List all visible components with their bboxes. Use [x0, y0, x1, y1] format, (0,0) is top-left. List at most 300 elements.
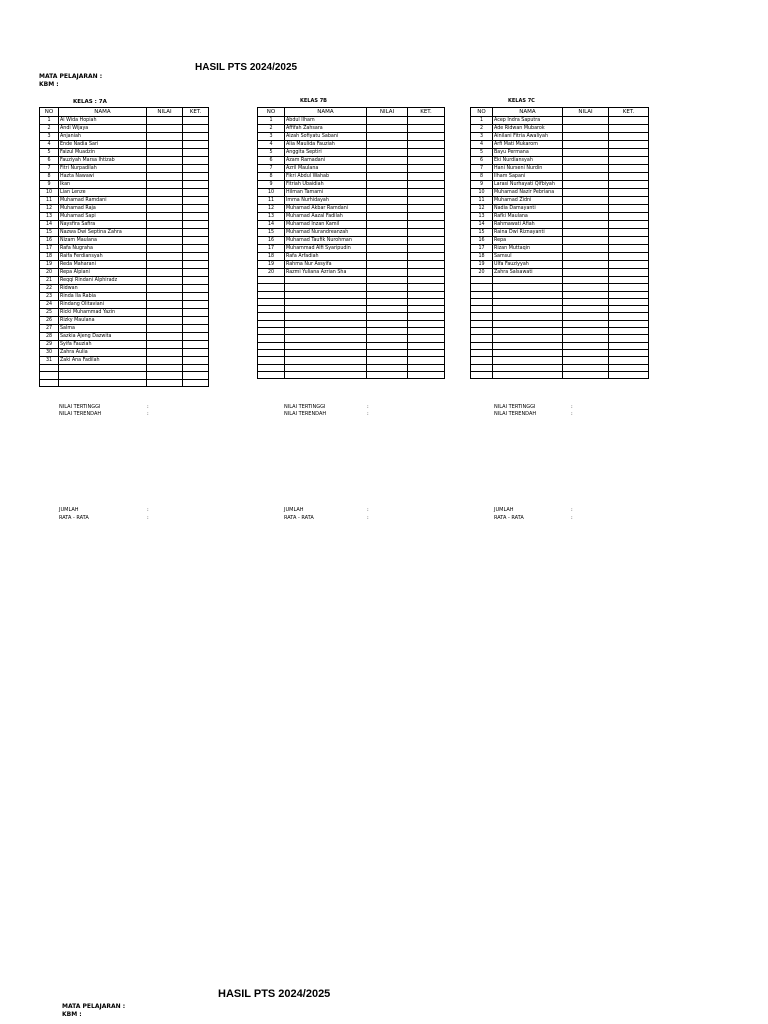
table-row — [40, 277, 209, 285]
row-nilai — [367, 291, 408, 298]
row-ket — [408, 229, 445, 237]
row-ket — [183, 333, 209, 341]
colon: : — [367, 404, 369, 410]
row-no: 8 — [258, 173, 285, 181]
row-no: 19 — [258, 261, 285, 269]
row-no: 12 — [258, 205, 285, 213]
table-row — [40, 253, 209, 261]
nilai-tertinggi-label: NILAI TERTINGGI — [59, 404, 101, 410]
row-no: 24 — [40, 301, 59, 309]
row-nilai — [367, 342, 408, 349]
row-no: 20 — [258, 269, 285, 277]
row-nama: Abdul Ilham — [285, 117, 367, 125]
row-nama: Imma Nurhidayah — [285, 197, 367, 205]
row-nilai — [563, 313, 609, 320]
row-no: 27 — [40, 325, 59, 333]
row-nama: Ricki Muhammad Yazin — [59, 309, 147, 317]
row-no — [471, 364, 493, 371]
row-no: 16 — [258, 237, 285, 245]
table-row — [471, 306, 649, 313]
nilai-terendah-label: NILAI TERENDAH — [59, 411, 102, 417]
row-ket — [609, 141, 649, 149]
table-row — [40, 365, 209, 372]
row-nama: Ende Nadia Sari — [59, 141, 147, 149]
row-ket — [609, 284, 649, 291]
row-no: 19 — [40, 261, 59, 269]
colon: : — [571, 507, 573, 513]
row-nilai — [147, 221, 183, 229]
row-no — [40, 379, 59, 386]
row-nilai — [367, 157, 408, 165]
row-ket — [408, 371, 445, 378]
table-row — [471, 253, 649, 261]
table-row — [258, 277, 445, 284]
row-no — [40, 372, 59, 379]
table-row — [258, 364, 445, 371]
row-nilai — [147, 245, 183, 253]
row-no: 16 — [471, 237, 493, 245]
row-nama: Reqqi Rindani Alphiradz — [59, 277, 147, 285]
row-ket — [408, 141, 445, 149]
row-nama: Reda Maharani — [59, 261, 147, 269]
row-nama: Bayu Permana — [493, 149, 563, 157]
row-nilai — [563, 149, 609, 157]
row-nama — [285, 291, 367, 298]
row-nilai — [147, 293, 183, 301]
row-no: 6 — [40, 157, 59, 165]
row-no: 17 — [471, 245, 493, 253]
row-ket — [609, 328, 649, 335]
table-row — [258, 141, 445, 149]
row-nama — [493, 291, 563, 298]
row-nilai — [563, 197, 609, 205]
row-nilai — [147, 372, 183, 379]
row-nilai — [563, 141, 609, 149]
row-ket — [183, 157, 209, 165]
row-nama: Naysfira Safira — [59, 221, 147, 229]
table-row — [258, 237, 445, 245]
row-nama — [285, 313, 367, 320]
row-no: 10 — [258, 189, 285, 197]
table-row — [471, 291, 649, 298]
row-no: 2 — [40, 125, 59, 133]
row-no — [471, 277, 493, 284]
row-nama: Ade Ridwan Mubarok — [493, 125, 563, 133]
row-nilai — [563, 291, 609, 298]
row-nama: Fikri Abdul Wahab — [285, 173, 367, 181]
row-ket — [408, 306, 445, 313]
row-no — [471, 306, 493, 313]
row-nilai — [147, 181, 183, 189]
row-ket — [183, 165, 209, 173]
colon: : — [367, 411, 369, 417]
page2-title: HASIL PTS 2024/2025 — [218, 988, 331, 1000]
row-nilai — [147, 309, 183, 317]
table-row — [471, 157, 649, 165]
row-no: 3 — [471, 133, 493, 141]
row-ket — [609, 349, 649, 356]
row-no: 10 — [471, 189, 493, 197]
row-ket — [609, 221, 649, 229]
table-row — [40, 261, 209, 269]
table-row — [258, 221, 445, 229]
table-row — [471, 117, 649, 125]
row-nilai — [147, 301, 183, 309]
row-no: 7 — [258, 165, 285, 173]
table-row — [40, 285, 209, 293]
table-row — [471, 149, 649, 157]
table-row — [471, 313, 649, 320]
row-nilai — [367, 277, 408, 284]
colon: : — [147, 411, 149, 417]
row-nilai — [147, 165, 183, 173]
header-ket: KET. — [408, 108, 445, 117]
row-nama: Fitriah Ubaidiah — [285, 181, 367, 189]
table-row — [40, 269, 209, 277]
table-row — [471, 189, 649, 197]
row-no — [258, 277, 285, 284]
row-no: 12 — [471, 205, 493, 213]
row-nilai — [147, 253, 183, 261]
table-row — [471, 181, 649, 189]
row-nilai — [563, 229, 609, 237]
row-nilai — [367, 253, 408, 261]
row-nilai — [147, 269, 183, 277]
row-nilai — [367, 197, 408, 205]
row-ket — [408, 189, 445, 197]
table-row — [471, 261, 649, 269]
row-no: 11 — [40, 197, 59, 205]
kbm-label: KBM : — [39, 81, 59, 88]
row-nilai — [563, 173, 609, 181]
row-ket — [408, 237, 445, 245]
row-nama: Muhamad Sapi — [59, 213, 147, 221]
row-nilai — [367, 335, 408, 342]
nilai-tertinggi-label: NILAI TERTINGGI — [284, 404, 326, 410]
row-nilai — [147, 333, 183, 341]
row-nilai — [367, 269, 408, 277]
row-ket — [408, 173, 445, 181]
table-row — [471, 213, 649, 221]
row-no: 17 — [40, 245, 59, 253]
table-row — [471, 229, 649, 237]
row-ket — [408, 298, 445, 305]
summary-c-top — [494, 404, 614, 420]
row-nama — [493, 328, 563, 335]
row-ket — [183, 181, 209, 189]
row-nilai — [147, 205, 183, 213]
row-nilai — [367, 213, 408, 221]
nilai-terendah-label: NILAI TERENDAH — [494, 411, 537, 417]
row-nilai — [147, 117, 183, 125]
row-nilai — [563, 181, 609, 189]
row-ket — [183, 133, 209, 141]
table-row — [258, 173, 445, 181]
row-ket — [183, 125, 209, 133]
row-nama: Rizan Muttaqin — [493, 245, 563, 253]
row-nilai — [563, 298, 609, 305]
row-nama: Alia Maulida Fauziah — [285, 141, 367, 149]
row-nilai — [147, 261, 183, 269]
row-nama: Faizul Muadzin — [59, 149, 147, 157]
row-ket — [609, 371, 649, 378]
row-nilai — [563, 253, 609, 261]
row-nilai — [367, 371, 408, 378]
table-row — [471, 173, 649, 181]
row-ket — [183, 245, 209, 253]
row-nilai — [367, 165, 408, 173]
row-nama: Muhammad Alfi Syaripudin — [285, 245, 367, 253]
row-nilai — [367, 261, 408, 269]
kelas-c-label: KELAS 7C — [508, 98, 535, 104]
row-nama: Aizah Sofiyatu Sabani — [285, 133, 367, 141]
row-nilai — [367, 364, 408, 371]
row-nama — [285, 342, 367, 349]
row-ket — [408, 284, 445, 291]
row-ket — [408, 253, 445, 261]
table-row — [40, 205, 209, 213]
table-row — [40, 372, 209, 379]
row-nama: Salma — [59, 325, 147, 333]
row-no: 20 — [40, 269, 59, 277]
row-nilai — [367, 173, 408, 181]
row-no: 14 — [258, 221, 285, 229]
row-ket — [609, 189, 649, 197]
row-no — [258, 320, 285, 327]
row-nilai — [147, 133, 183, 141]
row-ket — [609, 245, 649, 253]
row-ket — [609, 357, 649, 364]
row-ket — [609, 298, 649, 305]
row-nama: Eki Nurdiansyah — [493, 157, 563, 165]
row-no — [258, 357, 285, 364]
colon: : — [571, 515, 573, 521]
table-row — [258, 291, 445, 298]
row-ket — [408, 261, 445, 269]
row-nilai — [147, 317, 183, 325]
row-nama: Hilman Tamami — [285, 189, 367, 197]
row-nama: Zahra Aulia — [59, 349, 147, 357]
row-no: 15 — [258, 229, 285, 237]
row-nilai — [147, 125, 183, 133]
row-nama: Sazkia Ajeng Dazwita — [59, 333, 147, 341]
kelas-a-label: KELAS : 7A — [73, 99, 107, 105]
kelas-b-label: KELAS 7B — [300, 98, 327, 104]
row-nama: Acep Indra Saputra — [493, 117, 563, 125]
row-no: 4 — [471, 141, 493, 149]
table-row — [40, 197, 209, 205]
table-row — [40, 141, 209, 149]
table-row — [40, 221, 209, 229]
row-ket — [183, 213, 209, 221]
table-row — [40, 245, 209, 253]
row-nilai — [367, 125, 408, 133]
row-no — [258, 328, 285, 335]
row-nilai — [563, 237, 609, 245]
row-ket — [408, 197, 445, 205]
table-row — [40, 189, 209, 197]
row-nilai — [563, 125, 609, 133]
row-nama: Repa Alpiani — [59, 269, 147, 277]
row-nama: Nizam Maulana — [59, 237, 147, 245]
row-no — [40, 365, 59, 372]
row-nilai — [367, 313, 408, 320]
row-ket — [408, 213, 445, 221]
table-row — [40, 341, 209, 349]
row-no: 9 — [40, 181, 59, 189]
row-no — [471, 291, 493, 298]
row-no: 7 — [40, 165, 59, 173]
table-row — [471, 133, 649, 141]
row-nilai — [563, 284, 609, 291]
header-nama: NAMA — [59, 108, 147, 117]
row-ket — [609, 229, 649, 237]
row-no — [258, 291, 285, 298]
table-row — [471, 357, 649, 364]
table-row — [471, 371, 649, 378]
row-ket — [183, 325, 209, 333]
table-row — [40, 165, 209, 173]
row-no: 15 — [40, 229, 59, 237]
row-nilai — [367, 320, 408, 327]
row-ket — [609, 306, 649, 313]
row-nama — [493, 313, 563, 320]
table-row — [40, 237, 209, 245]
row-nama — [493, 371, 563, 378]
row-no: 5 — [40, 149, 59, 157]
row-ket — [408, 125, 445, 133]
colon: : — [147, 404, 149, 410]
row-nama: Azril Maulana — [285, 165, 367, 173]
row-ket — [609, 125, 649, 133]
rata-rata-label: RATA - RATA — [284, 515, 314, 521]
row-no: 21 — [40, 277, 59, 285]
row-nama — [493, 306, 563, 313]
header-nilai: NILAI — [147, 108, 183, 117]
table-row — [258, 284, 445, 291]
row-nilai — [147, 173, 183, 181]
row-nama — [493, 320, 563, 327]
row-ket — [408, 313, 445, 320]
row-ket — [183, 237, 209, 245]
row-nilai — [367, 117, 408, 125]
row-no: 31 — [40, 357, 59, 365]
row-nilai — [147, 365, 183, 372]
table-row — [40, 309, 209, 317]
row-nilai — [367, 205, 408, 213]
table-row — [258, 357, 445, 364]
row-no — [258, 313, 285, 320]
row-nama: Muhamad Zidni — [493, 197, 563, 205]
row-ket — [183, 117, 209, 125]
row-no: 6 — [258, 157, 285, 165]
row-no — [258, 349, 285, 356]
row-nama — [285, 277, 367, 284]
header-nama: NAMA — [493, 108, 563, 117]
row-no: 18 — [258, 253, 285, 261]
row-nama: Raifa Ferdiansyah — [59, 253, 147, 261]
colon: : — [147, 507, 149, 513]
row-no: 4 — [40, 141, 59, 149]
row-nilai — [563, 269, 609, 277]
row-no — [471, 342, 493, 349]
row-nama — [285, 357, 367, 364]
row-ket — [609, 117, 649, 125]
table-row — [471, 125, 649, 133]
row-nilai — [147, 285, 183, 293]
row-nama — [493, 284, 563, 291]
colon: : — [571, 404, 573, 410]
row-nilai — [147, 229, 183, 237]
row-no: 26 — [40, 317, 59, 325]
table-row — [258, 125, 445, 133]
row-nama — [493, 364, 563, 371]
row-nilai — [563, 221, 609, 229]
row-ket — [408, 364, 445, 371]
summary-a-top — [59, 404, 179, 420]
row-ket — [609, 253, 649, 261]
row-nama — [59, 379, 147, 386]
summary-b-bottom — [284, 507, 404, 523]
row-nama: Syifa Fauziah — [59, 341, 147, 349]
row-nilai — [563, 328, 609, 335]
table-row — [40, 317, 209, 325]
table-row — [471, 197, 649, 205]
row-nama: Muhamad Taufik Nurohman — [285, 237, 367, 245]
row-no — [258, 284, 285, 291]
row-nama: Nadia Damayanti — [493, 205, 563, 213]
table-row — [258, 117, 445, 125]
row-nilai — [563, 306, 609, 313]
row-nilai — [147, 189, 183, 197]
row-nama: Azam Ramadani — [285, 157, 367, 165]
row-no: 30 — [40, 349, 59, 357]
row-nama — [285, 371, 367, 378]
row-nama: Ikan — [59, 181, 147, 189]
row-no: 12 — [40, 205, 59, 213]
row-nama: Raina Dwi Riznayanti — [493, 229, 563, 237]
row-ket — [408, 335, 445, 342]
table-row — [258, 181, 445, 189]
row-no: 25 — [40, 309, 59, 317]
row-nilai — [563, 261, 609, 269]
row-no: 18 — [471, 253, 493, 261]
row-no: 3 — [40, 133, 59, 141]
row-nilai — [367, 229, 408, 237]
row-nilai — [563, 364, 609, 371]
table-row — [40, 157, 209, 165]
table-row — [471, 205, 649, 213]
row-nama — [285, 335, 367, 342]
table-row — [258, 165, 445, 173]
row-nilai — [563, 157, 609, 165]
row-ket — [408, 320, 445, 327]
kelas-a-table — [39, 107, 209, 387]
row-nama: Affifah Zahsara — [285, 125, 367, 133]
table-row — [40, 213, 209, 221]
colon: : — [147, 515, 149, 521]
row-ket — [183, 277, 209, 285]
row-nama: Rindang Olitaviani — [59, 301, 147, 309]
row-ket — [183, 141, 209, 149]
row-ket — [183, 173, 209, 181]
table-row — [40, 333, 209, 341]
row-ket — [609, 157, 649, 165]
row-no: 4 — [258, 141, 285, 149]
row-nama: Muhamad Akbar Ramdani — [285, 205, 367, 213]
row-nilai — [147, 149, 183, 157]
row-nama: Fauziyah Marsa Ihtizab — [59, 157, 147, 165]
